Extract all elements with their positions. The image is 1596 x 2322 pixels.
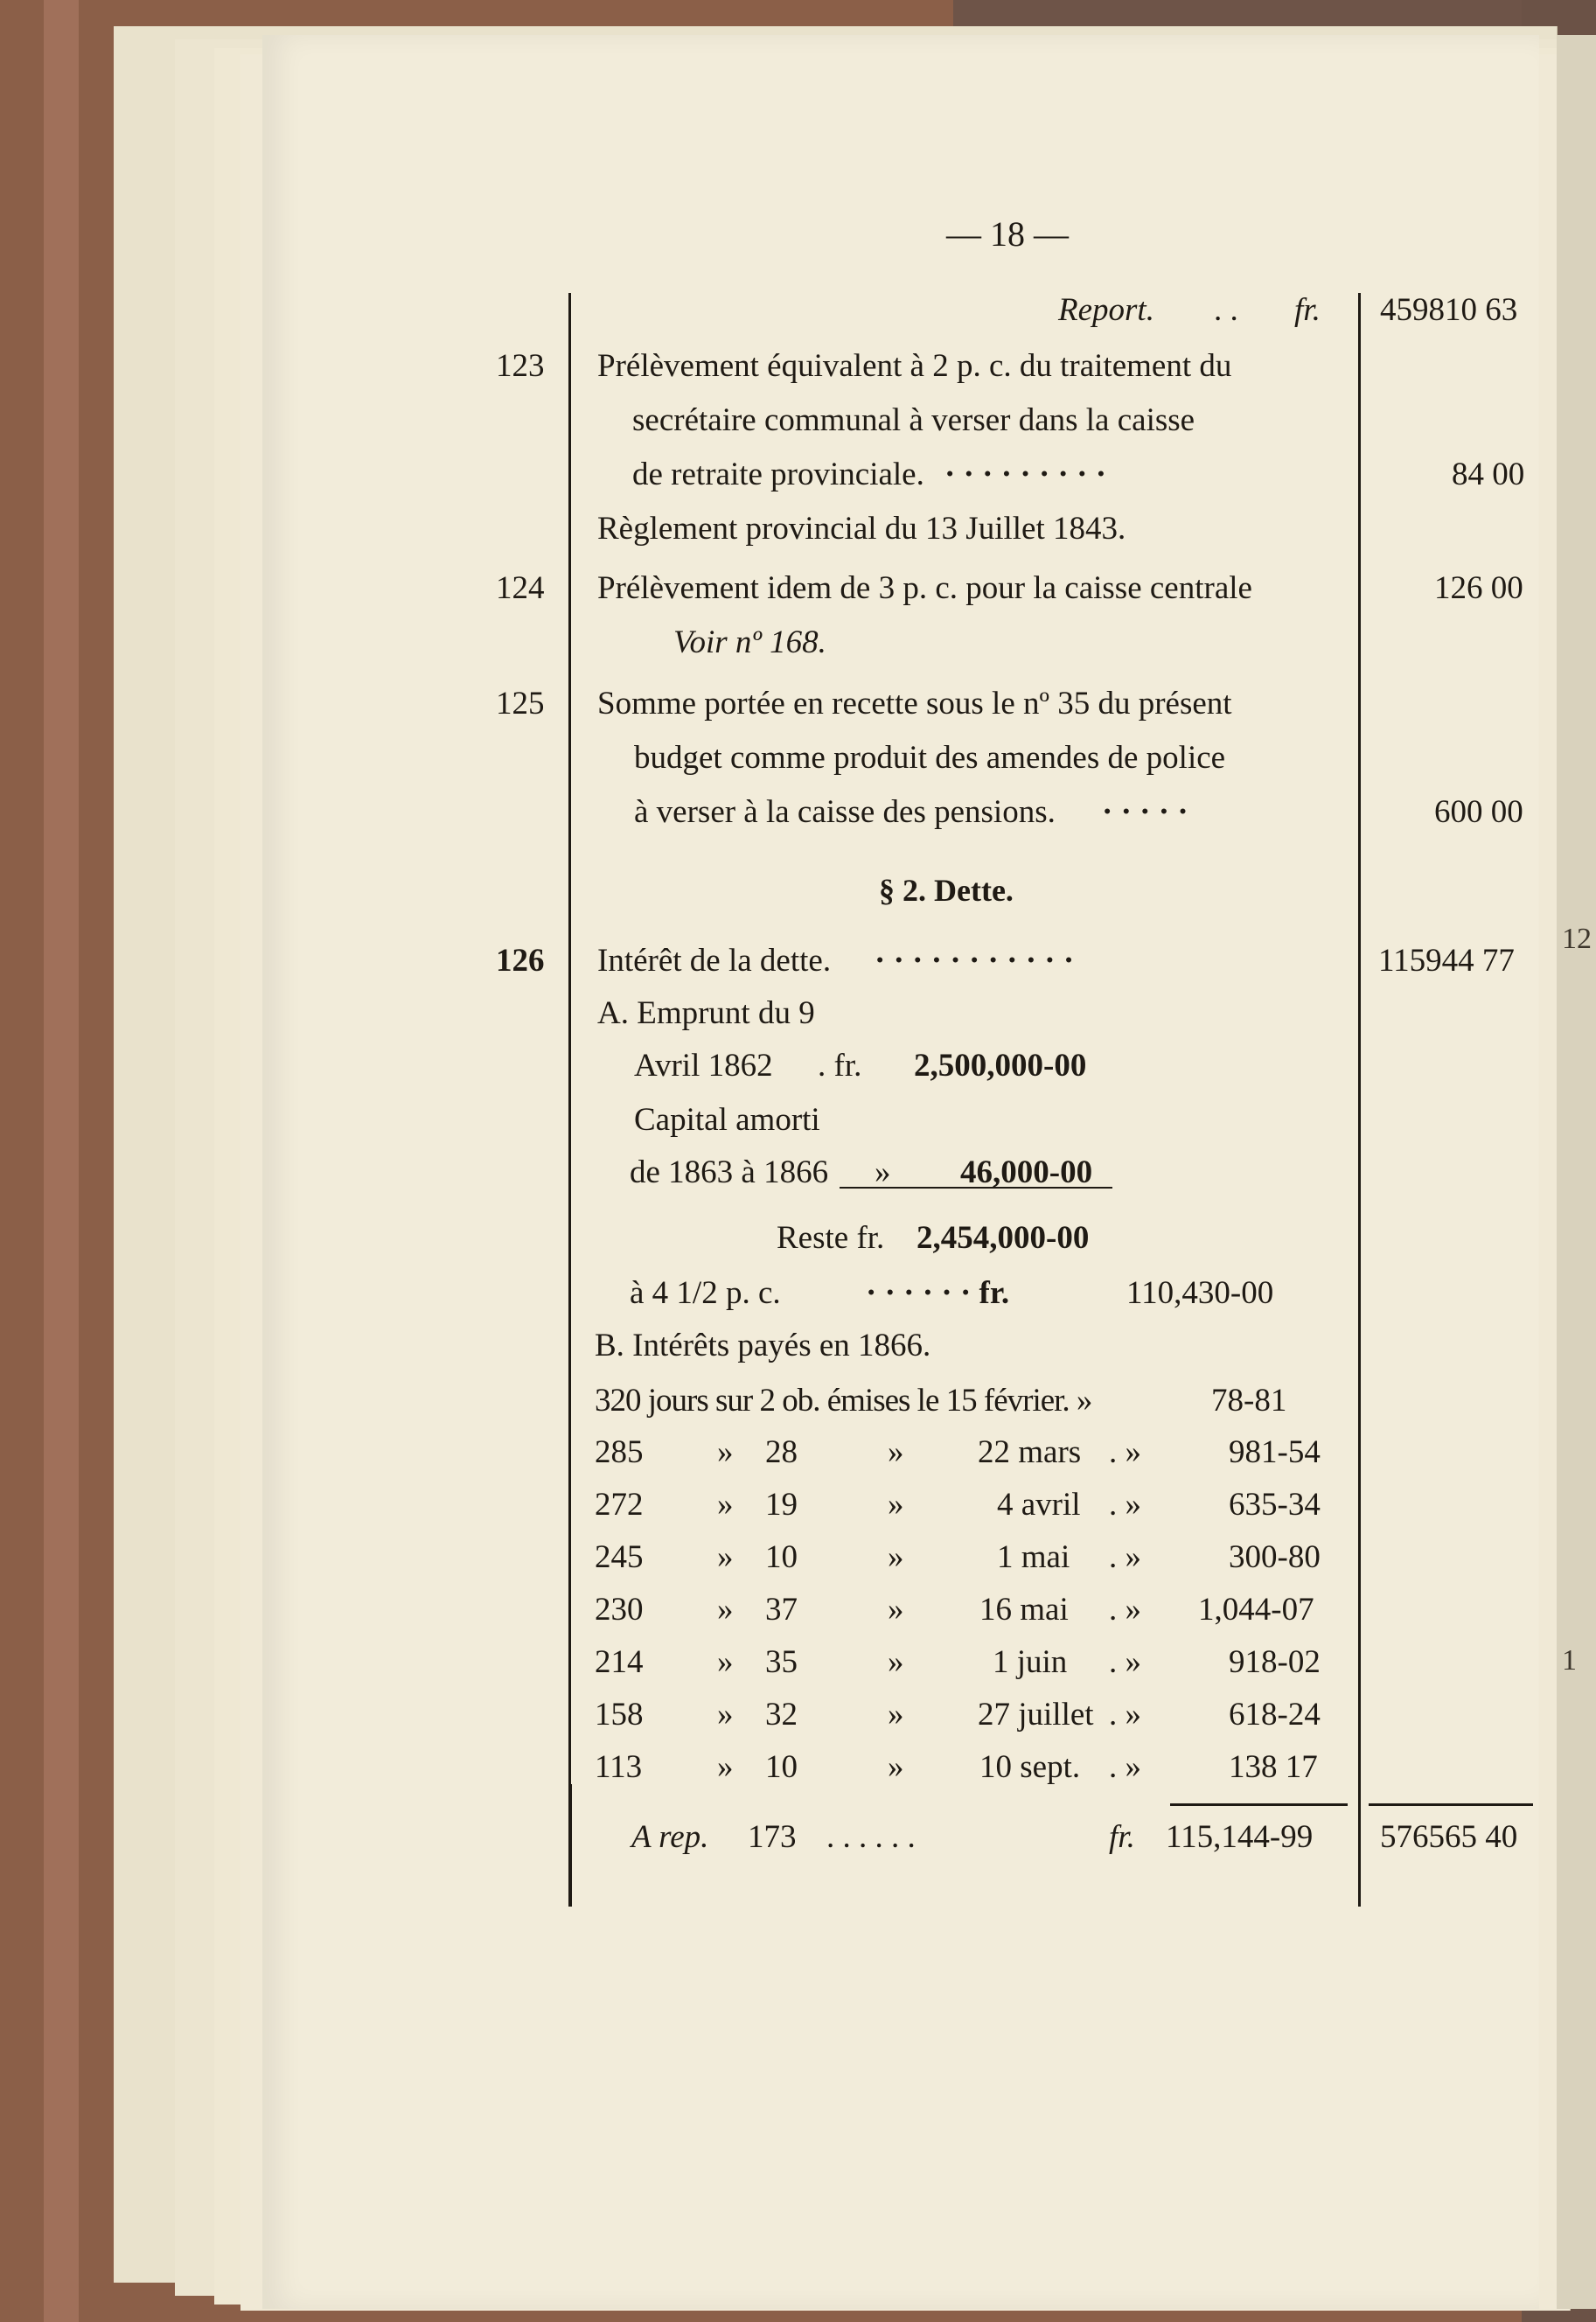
row-days: 113: [595, 1749, 643, 1785]
row-quote: . »: [1109, 1749, 1141, 1785]
entry-text-line: Prélèvement idem de 3 p. c. pour la caisse centrale: [597, 570, 1252, 606]
row-days: 285: [595, 1434, 644, 1470]
row-quote: . »: [1109, 1592, 1141, 1628]
loan-a-reste-label: Reste fr.: [777, 1220, 885, 1256]
loan-a-line: Capital amorti: [634, 1102, 820, 1138]
entry-text-line: à verser à la caisse des pensions.: [634, 794, 1056, 830]
row-amount: 635-34: [1229, 1487, 1321, 1523]
row-quote: »: [888, 1749, 904, 1785]
loan-b-title: B. Intérêts payés en 1866.: [595, 1328, 931, 1363]
facing-page-number: 12: [1562, 923, 1592, 955]
row-quote: »: [717, 1749, 734, 1785]
row-quote: »: [888, 1434, 904, 1470]
debt-label: Intérêt de la dette.: [597, 943, 832, 979]
cover-edge: [44, 0, 79, 2322]
carry-amount: 115,144-99: [1166, 1819, 1314, 1855]
carry-label: A rep.: [631, 1819, 709, 1855]
loan-b-first-amount: 78-81: [1211, 1383, 1287, 1419]
row-quote: »: [717, 1487, 734, 1523]
row-amount: 918-02: [1229, 1644, 1321, 1680]
row-days: 158: [595, 1697, 644, 1733]
facing-page-edge: [1557, 35, 1596, 2309]
entry-amount: 126 00: [1434, 570, 1523, 606]
row-amount: 618-24: [1229, 1697, 1321, 1733]
entry-reference: Voir nº 168.: [673, 624, 826, 660]
row-quote: »: [717, 1644, 734, 1680]
row-quote: »: [717, 1697, 734, 1733]
entry-number: 126: [496, 943, 545, 979]
section-heading: § 2. Dette.: [879, 873, 1014, 908]
entry-number: 124: [496, 570, 545, 606]
report-label: Report.: [1058, 292, 1154, 328]
entry-leader-dots: · · · · ·: [1102, 794, 1188, 830]
row-date: 10 sept.: [979, 1749, 1081, 1785]
report-unit: fr.: [1294, 292, 1321, 328]
row-obligations: 28: [765, 1434, 798, 1470]
right-column-rule: [1358, 293, 1361, 1907]
debt-leader-dots: · · · · · · · · · · ·: [875, 943, 1075, 979]
left-column-rule-bold: [568, 1784, 572, 1907]
total-carry-amount: 576565 40: [1380, 1819, 1518, 1855]
row-obligations: 10: [765, 1749, 798, 1785]
loan-a-line: Avril 1862: [634, 1048, 773, 1084]
row-amount: 300-80: [1229, 1539, 1321, 1575]
entry-amount: 600 00: [1434, 794, 1523, 830]
report-amount: 459810 63: [1380, 292, 1518, 328]
entry-leader-dots: · · · · · · · · ·: [944, 457, 1107, 492]
row-quote: »: [888, 1592, 904, 1628]
row-date: 22 mars: [978, 1434, 1082, 1470]
loan-b-first-line: 320 jours sur 2 ob. émises le 15 février. »: [595, 1383, 1092, 1419]
loan-a-rate: à 4 1/2 p. c.: [630, 1275, 781, 1311]
row-days: 245: [595, 1539, 644, 1575]
row-quote: »: [888, 1644, 904, 1680]
row-amount: 138 17: [1229, 1749, 1318, 1785]
loan-a-reste-amount: 2,454,000-00: [916, 1220, 1090, 1256]
row-quote: . »: [1109, 1487, 1141, 1523]
debt-amount: 115944 77: [1378, 943, 1515, 979]
page-number: — 18 —: [946, 214, 1069, 254]
row-days: 214: [595, 1644, 644, 1680]
row-amount: 981-54: [1229, 1434, 1321, 1470]
loan-a-rate-amount: 110,430-00: [1126, 1275, 1274, 1311]
loan-a-amount: 2,500,000-00: [914, 1048, 1087, 1084]
entry-amount: 84 00: [1452, 457, 1525, 492]
row-date: 1 juin: [993, 1644, 1068, 1680]
row-quote: . »: [1109, 1697, 1141, 1733]
row-date: 4 avril: [997, 1487, 1081, 1523]
row-quote: »: [888, 1539, 904, 1575]
row-quote: »: [888, 1697, 904, 1733]
entry-text-line: de retraite provinciale.: [632, 457, 924, 492]
row-quote: »: [717, 1592, 734, 1628]
row-obligations: 32: [765, 1697, 798, 1733]
carry-dots: . . . . . .: [826, 1819, 916, 1855]
row-quote: . »: [1109, 1434, 1141, 1470]
entry-number: 123: [496, 348, 545, 384]
row-obligations: 19: [765, 1487, 798, 1523]
entry-text-line: secrétaire communal à verser dans la caisse: [632, 402, 1195, 438]
row-date: 1 mai: [997, 1539, 1070, 1575]
entry-note: Règlement provincial du 13 Juillet 1843.: [597, 511, 1126, 547]
row-obligations: 35: [765, 1644, 798, 1680]
entry-text-line: Prélèvement équivalent à 2 p. c. du traitement du: [597, 348, 1232, 384]
total-rule: [1369, 1803, 1533, 1806]
row-quote: . »: [1109, 1644, 1141, 1680]
report-dots: . .: [1214, 292, 1238, 328]
row-days: 272: [595, 1487, 644, 1523]
row-days: 230: [595, 1592, 644, 1628]
loan-a-mid: . fr.: [818, 1048, 862, 1084]
row-obligations: 10: [765, 1539, 798, 1575]
row-amount: 1,044-07: [1198, 1592, 1314, 1628]
row-quote: »: [717, 1434, 734, 1470]
entry-text-line: budget comme produit des amendes de police: [634, 740, 1226, 776]
loan-a-rate-dots: · · · · · · fr.: [866, 1275, 1010, 1311]
row-quote: »: [888, 1487, 904, 1523]
row-date: 16 mai: [979, 1592, 1069, 1628]
row-quote: . »: [1109, 1539, 1141, 1575]
entry-text-line: Somme portée en recette sous le nº 35 du présent: [597, 686, 1232, 722]
entry-number: 125: [496, 686, 545, 722]
facing-page-number: 1: [1562, 1644, 1577, 1677]
row-quote: »: [717, 1539, 734, 1575]
subtotal-rule: [1170, 1803, 1348, 1806]
carry-unit: fr.: [1109, 1819, 1135, 1855]
row-date: 27 juillet: [978, 1697, 1094, 1733]
row-obligations: 37: [765, 1592, 798, 1628]
loan-a-line: de 1863 à 1866: [630, 1154, 829, 1190]
carry-count: 173: [748, 1819, 797, 1855]
loan-a-amount: 46,000-00: [960, 1154, 1093, 1190]
loan-a-line: A. Emprunt du 9: [597, 995, 815, 1031]
loan-a-mark: »: [875, 1154, 891, 1190]
left-column-rule: [568, 293, 571, 1907]
